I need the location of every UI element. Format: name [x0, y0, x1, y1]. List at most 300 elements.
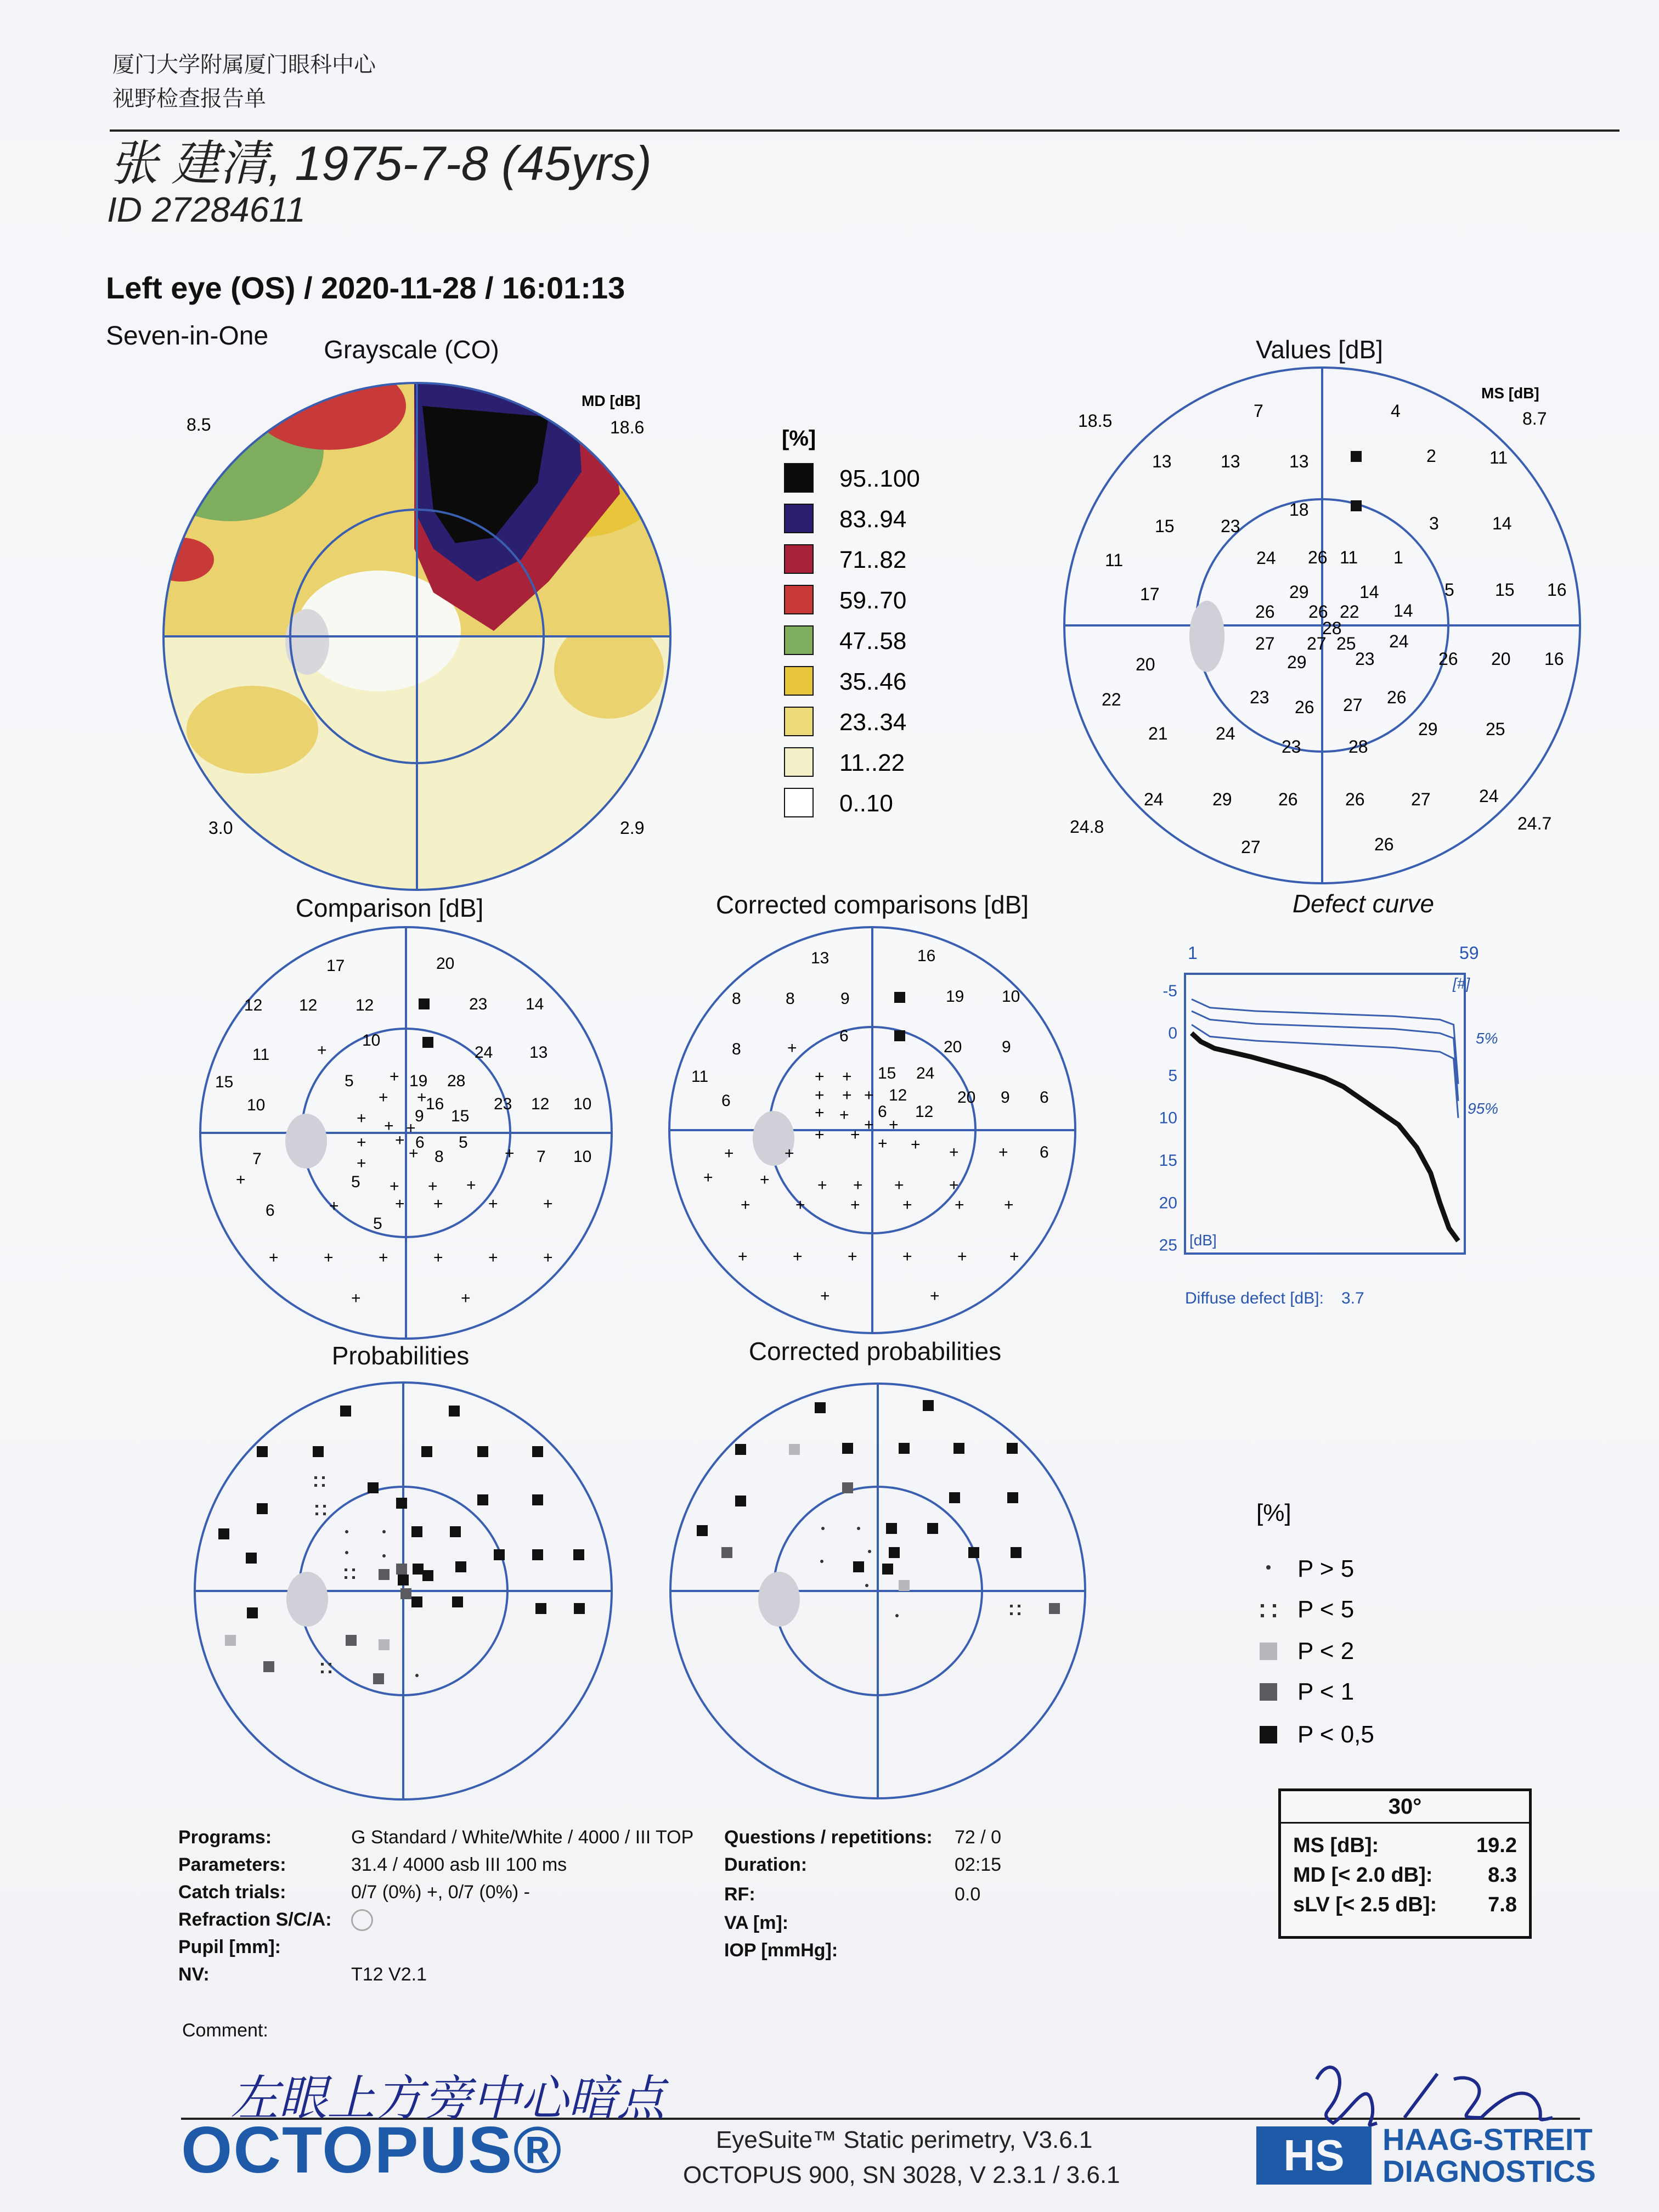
octopus-logo: OCTOPUS®: [181, 2113, 563, 2187]
corrected-comparison-number: 6: [839, 1027, 849, 1045]
comparison-number: 5: [459, 1133, 468, 1152]
comparison-number: 7: [537, 1148, 546, 1166]
corrected-comparison-number: 9: [840, 990, 850, 1008]
prob-square: [379, 1569, 390, 1580]
values-number: 25: [1486, 719, 1505, 739]
device-info: OCTOPUS 900, SN 3028, V 2.3.1 / 3.6.1: [683, 2162, 1120, 2188]
summary-slv-label: sLV [< 2.5 dB]:: [1293, 1893, 1437, 1916]
prob-square: [494, 1549, 505, 1560]
corrected-comparison-number: 19: [946, 988, 964, 1006]
values-number: 26: [1308, 548, 1328, 567]
values-number: 26: [1295, 697, 1314, 717]
prob-square: [247, 1607, 258, 1618]
values-number: 15: [1495, 580, 1515, 600]
param-label: Pupil [mm]:: [178, 1937, 281, 1957]
cprob-dot: [865, 1584, 868, 1587]
prob-square: [449, 1406, 460, 1417]
param-label: VA [m]:: [724, 1912, 789, 1933]
cprob-square: [882, 1564, 893, 1575]
corrected-comparison-plus: +: [787, 1039, 797, 1057]
corrected-comparison-plus: +: [848, 1248, 857, 1266]
prob-square: [573, 1549, 584, 1560]
values-number: 28: [1322, 618, 1342, 638]
prob-legend-title: [%]: [1256, 1499, 1291, 1526]
patient-name-line: 张 建清, 1975-7-8 (45yrs): [110, 136, 652, 190]
comparison-plus: +: [428, 1177, 438, 1195]
cprob-square: [1007, 1443, 1018, 1454]
corrected-comparison-plus: +: [793, 1248, 803, 1266]
prob-legend-p1: P < 1: [1297, 1678, 1355, 1705]
comparison-number: 6: [266, 1201, 275, 1220]
comparison-number: 10: [362, 1031, 381, 1049]
corrected-comparison-plus: +: [957, 1248, 967, 1266]
prob-dots: [314, 1484, 317, 1487]
corrected-comparisons-title: Corrected comparisons [dB]: [715, 890, 1029, 919]
magnifier-icon: [351, 1909, 373, 1931]
summary-md-value: 8.3: [1488, 1864, 1517, 1887]
values-number: 23: [1250, 687, 1269, 707]
comparison-plus: +: [384, 1117, 394, 1135]
cprob-dot: [857, 1527, 860, 1530]
cprob-square: [1007, 1492, 1018, 1503]
values-number: 14: [1359, 582, 1379, 602]
layout-name: Seven-in-One: [106, 321, 269, 351]
corrected-probabilities-field: [670, 1384, 1085, 1798]
prob-dots: [345, 1576, 347, 1579]
legend-swatch: [785, 707, 813, 736]
cprob-dot: [868, 1550, 871, 1553]
comparison-plus: +: [543, 1195, 553, 1213]
values-number: 24: [1389, 631, 1409, 651]
prob-square: [313, 1446, 324, 1457]
values-number: 25: [1336, 634, 1356, 653]
values-number: 24: [1216, 724, 1235, 743]
comparison-number: 12: [299, 996, 318, 1014]
comparison-plus: +: [379, 1249, 388, 1267]
legend-label: 35..46: [839, 668, 907, 695]
cprob-square: [853, 1561, 864, 1572]
legend-label: 59..70: [839, 587, 907, 614]
defect-y-tick: 0: [1168, 1024, 1177, 1043]
corrected-comparison-plus: +: [894, 1176, 904, 1194]
values-number: 15: [1155, 516, 1175, 536]
prob-square: [225, 1635, 236, 1646]
values-number: 27: [1255, 634, 1275, 653]
prob-dot: [345, 1530, 348, 1533]
prob-square: [452, 1596, 463, 1607]
cprob-square: [886, 1523, 897, 1534]
comparison-number: 12: [531, 1095, 550, 1113]
values-number: 16: [1544, 649, 1564, 669]
corrected-comparison-number: 6: [878, 1103, 887, 1121]
values-number: 18: [1289, 500, 1309, 520]
comparison-number: 15: [215, 1073, 234, 1091]
values-number: 13: [1221, 452, 1240, 471]
comparison-number: 13: [529, 1043, 548, 1062]
corrected-comparison-number: 8: [732, 990, 741, 1008]
cprob-square: [815, 1402, 826, 1413]
corrected-comparison-number: 11: [691, 1068, 709, 1086]
hospital-name: 厦门大学附属厦门眼科中心: [112, 52, 376, 77]
comparison-plus: +: [390, 1068, 399, 1086]
corrected-comparison-number: 20: [957, 1088, 976, 1107]
corrected-comparison-plus: +: [853, 1176, 863, 1194]
summary-ms-value: 19.2: [1476, 1834, 1517, 1857]
cprob-square: [899, 1443, 910, 1454]
prob-square: [574, 1603, 585, 1614]
values-number: 23: [1221, 516, 1240, 536]
corrected-comparison-plus: +: [738, 1248, 748, 1266]
corrected-comparison-plus: +: [850, 1126, 860, 1144]
patient-id: ID 27284611: [107, 190, 306, 229]
comparison-number: 20: [436, 955, 455, 973]
values-number: 24: [1256, 548, 1276, 568]
prob-square: [477, 1494, 488, 1505]
grayscale-q3: 3.0: [208, 818, 233, 838]
grayscale-q4: 2.9: [620, 818, 645, 838]
corrected-comparison-number: 24: [916, 1064, 935, 1082]
comparison-plus: +: [329, 1197, 339, 1215]
param-value: T12 V2.1: [351, 1964, 427, 1985]
param-label: Duration:: [724, 1854, 808, 1875]
comparison-plus: +: [395, 1131, 405, 1149]
corrected-comparison-number: 20: [944, 1038, 962, 1056]
comparison-number: 5: [351, 1173, 360, 1191]
corrected-comparison-plus: +: [864, 1116, 874, 1134]
corrected-comparison-plus: +: [930, 1287, 940, 1305]
prob-square: [218, 1528, 229, 1539]
prob-square: [396, 1498, 407, 1509]
comparison-field: [200, 927, 612, 1339]
comparison-plus: +: [543, 1249, 553, 1267]
comparison-number: 5: [373, 1215, 382, 1233]
defect-y-tick: 5: [1168, 1066, 1177, 1085]
values-number: 7: [1254, 401, 1263, 421]
cprob-dot: [821, 1527, 825, 1530]
comparison-plus: +: [461, 1289, 471, 1307]
comparison-plus: +: [433, 1195, 443, 1213]
diffuse-defect-label: Diffuse defect [dB]:: [1185, 1289, 1324, 1307]
percent-legend-title: [%]: [782, 426, 816, 450]
software-version: EyeSuite™ Static perimetry, V3.6.1: [716, 2126, 1093, 2153]
prob-square: [532, 1494, 543, 1505]
prob-dots: [329, 1671, 331, 1673]
param-label: IOP [mmHg]:: [724, 1940, 838, 1961]
comparison-plus: +: [324, 1249, 334, 1267]
defect-y-tick: 20: [1159, 1194, 1177, 1212]
corrected-comparison-number: 6: [721, 1092, 731, 1110]
comparison-number: 10: [573, 1095, 592, 1113]
comparison-number: 16: [426, 1095, 444, 1113]
corrected-comparison-number: 16: [917, 947, 936, 965]
probability-legend: [1256, 1499, 1374, 1748]
corrected-comparison-plus: +: [889, 1116, 899, 1134]
summary-slv-value: 7.8: [1488, 1893, 1517, 1916]
cprob-square: [789, 1444, 800, 1455]
comparison-plus: +: [406, 1119, 416, 1137]
values-number: 2: [1426, 446, 1436, 466]
comparison-number: 11: [252, 1046, 270, 1064]
values-number: 13: [1289, 452, 1309, 471]
exam-line: Left eye (OS) / 2020-11-28 / 16:01:13: [106, 270, 625, 305]
defect-y-tick: 25: [1159, 1236, 1177, 1255]
legend-label: 83..94: [839, 506, 907, 533]
comparison-plus: +: [390, 1177, 399, 1195]
corrected-comparison-number: 12: [889, 1086, 907, 1104]
values-number: 23: [1355, 649, 1375, 669]
corrected-comparison-plus: +: [820, 1287, 830, 1305]
corrected-comparison-number: 8: [732, 1040, 741, 1058]
corrected-comparison-number: 12: [915, 1103, 934, 1121]
prob-dots: [323, 1513, 326, 1515]
comparison-plus: +: [395, 1195, 405, 1213]
summary-ms-label: MS [dB]:: [1293, 1834, 1379, 1857]
cprob-square: [1011, 1547, 1022, 1558]
corrected-comparison-plus: +: [949, 1176, 959, 1194]
corrected-comparison-number: 6: [1040, 1088, 1049, 1107]
prob-square: [411, 1596, 422, 1607]
legend-swatch: [785, 585, 813, 614]
percent-legend: [782, 426, 920, 817]
vendor-name-1: HAAG-STREIT: [1383, 2122, 1593, 2157]
values-number: 29: [1212, 789, 1232, 809]
corrected-comparison-plus: +: [864, 1086, 874, 1104]
cprob-square: [842, 1482, 853, 1493]
comparison-plus: +: [357, 1109, 366, 1127]
svg-text:左眼上方旁中心暗点: 左眼上方旁中心暗点: [230, 2071, 665, 2125]
corrected-comparison-number: 13: [811, 949, 830, 967]
comparison-number: 17: [326, 957, 345, 975]
comparison-plus: +: [417, 1088, 427, 1107]
comparison-number: 28: [447, 1072, 466, 1090]
prob-legend-p5: P > 5: [1297, 1555, 1355, 1582]
prob-dots: [352, 1568, 355, 1571]
legend-swatch: [785, 626, 813, 654]
cprob-dots: [1010, 1605, 1013, 1607]
param-value: 0/7 (0%) +, 0/7 (0%) -: [351, 1882, 530, 1903]
prob-legend-p2: P < 2: [1297, 1638, 1355, 1664]
comparison-plus: +: [269, 1249, 279, 1267]
cprob-square: [923, 1400, 934, 1411]
values-number: 4: [1391, 401, 1401, 421]
defect-x-start: 1: [1188, 943, 1198, 963]
corrected-comparison-number: 6: [1040, 1143, 1049, 1161]
prob-legend-p5-lt: P < 5: [1297, 1596, 1355, 1623]
prob-square: [413, 1564, 424, 1575]
legend-swatch: [785, 504, 813, 533]
values-q1: 18.5: [1078, 411, 1113, 431]
corrected-comparison-plus: +: [703, 1169, 713, 1187]
values-number: 22: [1102, 690, 1121, 709]
values-field: [1064, 368, 1580, 883]
prob-square: [532, 1446, 543, 1457]
values-number: 24: [1479, 786, 1499, 806]
values-number: 26: [1374, 834, 1394, 854]
values-number: 26: [1255, 602, 1275, 622]
prob-square: [421, 1446, 432, 1457]
prob-square: [411, 1526, 422, 1537]
comparison-number: 8: [435, 1148, 444, 1166]
cprob-square: [953, 1443, 964, 1454]
vendor-name-2: DIAGNOSTICS: [1383, 2154, 1596, 2188]
corrected-comparison-plus: +: [911, 1136, 921, 1154]
values-ms-label: MS [dB]: [1481, 385, 1539, 402]
corrected-comparison-plus: +: [998, 1143, 1008, 1161]
corrected-comparison-number: 9: [1002, 1038, 1011, 1056]
defect-y-tick: 15: [1159, 1152, 1177, 1170]
probabilities-field: [195, 1383, 612, 1799]
prob-square: [373, 1673, 384, 1684]
legend-swatch: [785, 545, 813, 573]
legend-label: 11..22: [839, 749, 905, 776]
grayscale-md-label: MD [dB]: [582, 392, 641, 409]
legend-swatch: [785, 788, 813, 817]
cprob-square: [697, 1525, 708, 1536]
corrected-comparison-plus: +: [1004, 1196, 1014, 1214]
param-value: G Standard / White/White / 4000 / III TOP: [351, 1827, 694, 1848]
values-number: 11: [1340, 548, 1358, 567]
corrected-comparison-plus: +: [842, 1086, 852, 1104]
prob-square: [535, 1603, 546, 1614]
values-number: 23: [1282, 737, 1301, 757]
defect-y-unit: [dB]: [1189, 1232, 1217, 1249]
corrected-comparison-plus: +: [760, 1171, 770, 1189]
legend-label: 23..34: [839, 709, 907, 736]
prob-square: [368, 1482, 379, 1493]
values-number: 29: [1289, 582, 1309, 602]
values-number: 28: [1348, 737, 1368, 757]
prob-square: [450, 1526, 461, 1537]
values-number: 24: [1144, 789, 1164, 809]
prob-square: [532, 1549, 543, 1560]
defect-y-tick: 10: [1159, 1109, 1177, 1127]
values-number: 20: [1491, 649, 1511, 669]
corrected-comparison-plus: +: [902, 1248, 912, 1266]
haag-streit-logo-icon: HS: [1256, 2126, 1372, 2185]
grayscale-q1: 8.5: [187, 415, 211, 435]
values-number: 3: [1429, 514, 1439, 533]
corrected-comparison-plus: +: [1009, 1248, 1019, 1266]
corrected-comparison-plus: +: [902, 1196, 912, 1214]
corrected-comparison-plus: +: [850, 1196, 860, 1214]
values-number: 5: [1444, 580, 1454, 600]
prob-dot: [415, 1674, 419, 1677]
values-number: 11: [1105, 550, 1124, 570]
comparison-plus: +: [351, 1289, 361, 1307]
cprob-square: [842, 1443, 853, 1454]
corrected-comparisons-field: [669, 927, 1075, 1333]
comparison-number: 7: [252, 1150, 262, 1168]
values-number: 27: [1307, 634, 1327, 653]
corrected-comparison-number: 10: [1002, 988, 1020, 1006]
comparison-number: 23: [494, 1095, 512, 1113]
comparison-number: 24: [475, 1043, 493, 1062]
values-number: 22: [1340, 602, 1359, 622]
signature: [1317, 2067, 1553, 2125]
corrected-comparison-plus: +: [815, 1086, 825, 1104]
values-number: 26: [1345, 789, 1365, 809]
legend-swatch: [785, 748, 813, 776]
corrected-comparison-plus: +: [795, 1196, 805, 1214]
defect-curve-chart: [1159, 974, 1465, 1255]
comparison-plus: +: [409, 1144, 419, 1163]
grayscale-q2: 18.6: [610, 417, 645, 437]
prob-square: [379, 1639, 390, 1650]
legend-label: 95..100: [839, 465, 920, 492]
prob-square: [246, 1553, 257, 1564]
comparison-number: 10: [573, 1148, 592, 1166]
comparison-number: 9: [415, 1107, 424, 1125]
prob-dots: [329, 1663, 331, 1666]
prob-dots: [315, 1513, 318, 1515]
comment-label: Comment:: [182, 2020, 268, 2041]
prob-dots: [323, 1505, 326, 1508]
param-label: Programs:: [178, 1827, 272, 1848]
prob-dots: [345, 1568, 347, 1571]
values-number: 27: [1241, 837, 1261, 857]
corrected-comparison-plus: +: [815, 1104, 825, 1122]
legend-label: 0..10: [839, 790, 893, 817]
cprob-square: [949, 1492, 960, 1503]
comparison-number: 5: [345, 1072, 354, 1090]
grayscale-field: [137, 362, 675, 890]
corrected-comparison-number: 8: [786, 990, 795, 1008]
prob-square: [477, 1446, 488, 1457]
prob-square: [398, 1575, 409, 1585]
comparison-number: 12: [244, 996, 263, 1014]
prob-square: [400, 1588, 411, 1599]
comparison-plus: +: [357, 1133, 366, 1152]
cprob-square: [889, 1547, 900, 1558]
prob-square: [422, 1570, 433, 1581]
prob-square: [455, 1561, 466, 1572]
cprob-dots: [1018, 1605, 1020, 1607]
values-title: Values [dB]: [1256, 335, 1383, 364]
defect-band-95: 95%: [1468, 1100, 1499, 1117]
prob-legend-p05: P < 0,5: [1297, 1721, 1374, 1748]
defect-band-line: [1192, 1025, 1458, 1118]
comparison-number: 23: [469, 995, 488, 1013]
values-number: 29: [1418, 719, 1438, 739]
defect-band-line: [1192, 999, 1458, 1084]
values-number: 21: [1148, 724, 1168, 743]
values-number: 17: [1140, 584, 1160, 604]
param-value: 31.4 / 4000 asb III 100 ms: [351, 1854, 567, 1875]
cprob-square: [735, 1496, 746, 1506]
param-label: RF:: [724, 1884, 755, 1905]
comparison-number: 6: [415, 1133, 425, 1152]
comparison-plus: +: [236, 1171, 246, 1189]
corrected-comparison-plus: +: [815, 1126, 825, 1144]
values-number: 14: [1492, 514, 1512, 533]
corrected-comparison-plus: +: [785, 1144, 794, 1163]
comparison-plus: +: [505, 1144, 515, 1163]
comparison-number: 19: [409, 1072, 428, 1090]
comparison-number: 15: [451, 1107, 470, 1125]
prob-dots: [322, 1476, 325, 1479]
comparison-plus: +: [466, 1176, 476, 1194]
corrected-comparison-plus: +: [878, 1135, 888, 1153]
corrected-probabilities-title: Corrected probabilities: [748, 1337, 1002, 1365]
summary-30-box: [1278, 1788, 1532, 1939]
param-label: Parameters:: [178, 1854, 286, 1875]
values-q3: 24.8: [1070, 817, 1104, 837]
comparison-number: 14: [526, 995, 544, 1013]
corrected-comparison-plus: +: [839, 1106, 849, 1124]
cprob-dot: [895, 1614, 899, 1617]
prob-dot: [345, 1551, 348, 1554]
param-value: 02:15: [955, 1854, 1002, 1875]
